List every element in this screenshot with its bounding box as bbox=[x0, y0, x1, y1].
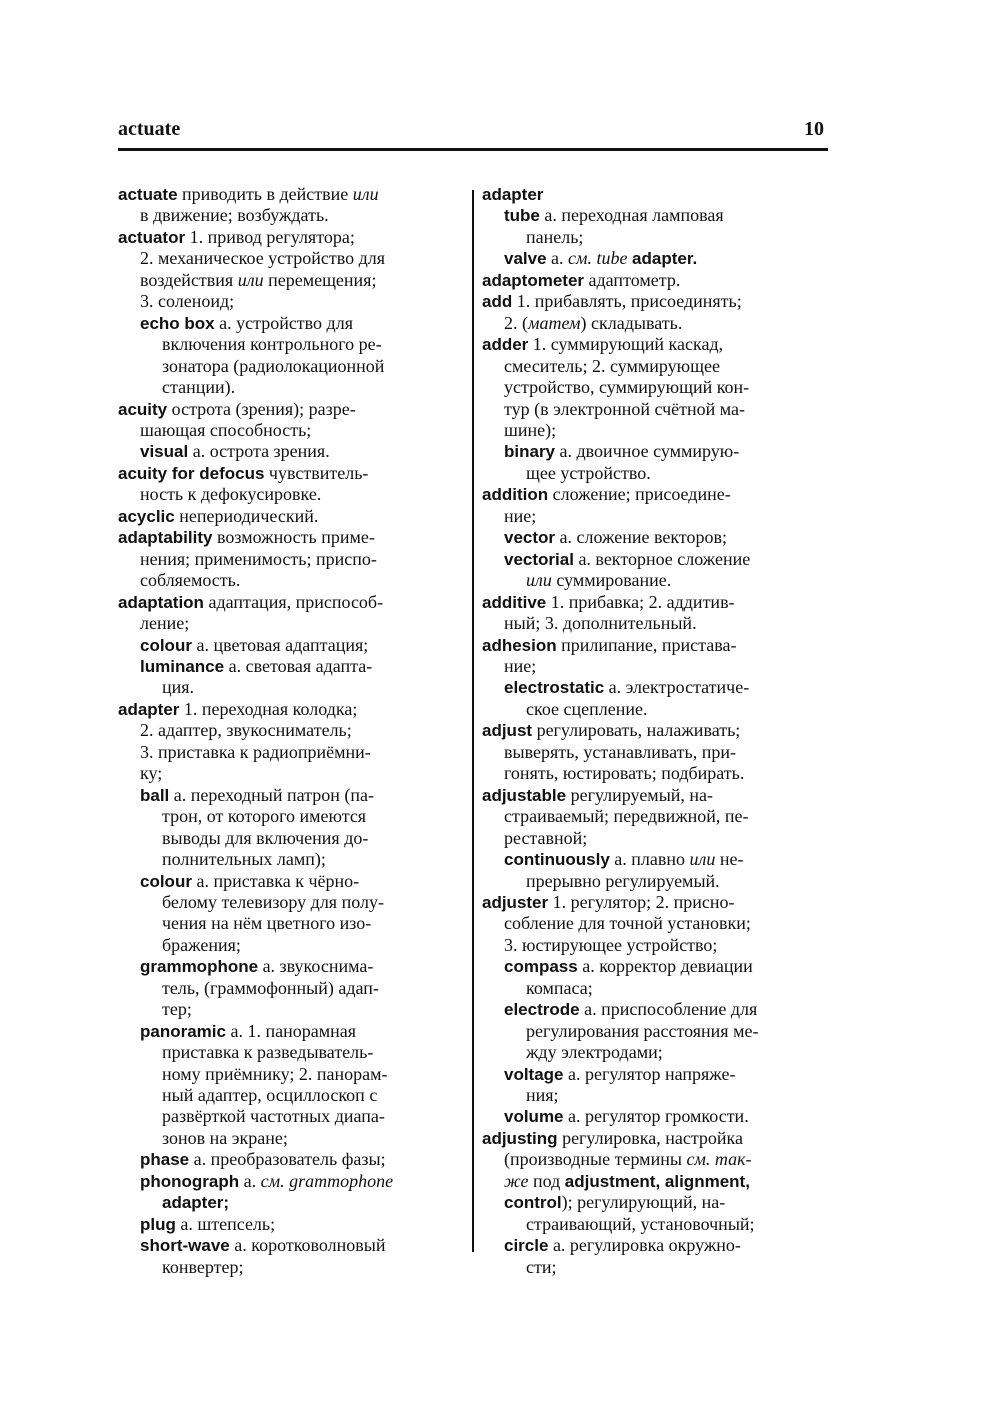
entry-continuation-line bbox=[118, 356, 466, 377]
italic-note: или bbox=[689, 849, 716, 870]
definition-text: собление для точной установки; bbox=[504, 913, 751, 934]
entry-continuation-line bbox=[482, 1171, 830, 1192]
definition-text: реставной; bbox=[504, 827, 588, 848]
definition-text: развёрткой частотных диапа- bbox=[162, 1106, 385, 1127]
definition-text: трон, от которого имеются bbox=[162, 806, 367, 827]
entry-continuation-line bbox=[118, 248, 466, 269]
entry-continuation-line bbox=[482, 227, 830, 248]
definition-text: 2. ( bbox=[504, 312, 528, 333]
headword: actuator bbox=[118, 227, 186, 247]
entry-continuation-line bbox=[482, 656, 830, 677]
entry-continuation-line bbox=[118, 1214, 466, 1235]
definition-text: страиваемый; передвижной, пе- bbox=[504, 806, 749, 827]
definition-text: выверять, устанавливать, при- bbox=[504, 741, 737, 762]
italic-note: grammophone bbox=[289, 1170, 394, 1191]
definition-text: прилипание, пристава- bbox=[556, 634, 737, 655]
definition-text: прерывно регулируемый. bbox=[526, 870, 720, 891]
definition-text: шине); bbox=[504, 419, 557, 440]
headword: electrode bbox=[504, 1000, 580, 1020]
definition-text: жду электродами; bbox=[526, 1042, 663, 1063]
entry-continuation-line bbox=[482, 871, 830, 892]
entry-line bbox=[118, 506, 466, 527]
entry-continuation-line bbox=[482, 377, 830, 398]
entry-continuation-line bbox=[482, 313, 830, 334]
definition-text: гонять, юстировать; подбирать. bbox=[504, 763, 745, 784]
headword: additive bbox=[482, 592, 547, 612]
entry-line bbox=[482, 635, 830, 656]
entry-continuation-line bbox=[482, 978, 830, 999]
headword: continuously bbox=[504, 850, 610, 870]
entry-continuation-line bbox=[118, 484, 466, 505]
definition-text: адаптометр. bbox=[584, 269, 681, 290]
definition-text: регулируемый, на- bbox=[566, 784, 714, 805]
headword: adapter. bbox=[632, 249, 698, 269]
italic-note: или bbox=[352, 184, 379, 204]
left-column bbox=[118, 184, 466, 1278]
definition-text: в движение; возбуждать. bbox=[140, 205, 329, 226]
headword: control bbox=[504, 1193, 562, 1213]
definition-text: чения на нём цветного изо- bbox=[162, 913, 372, 934]
headword: valve bbox=[504, 249, 547, 269]
definition-text: a. векторное сложение bbox=[573, 548, 751, 569]
headword: vectorial bbox=[504, 549, 574, 569]
definition-text: бражения; bbox=[162, 934, 241, 955]
entry-continuation-line bbox=[118, 806, 466, 827]
entry-continuation-line bbox=[118, 892, 466, 913]
definition-text: регулировка, настройка bbox=[557, 1127, 744, 1148]
headword: colour bbox=[140, 635, 192, 655]
entry-continuation-line bbox=[118, 742, 466, 763]
definition-text: сложение; присоедине- bbox=[548, 484, 731, 505]
definition-text: 1. переходная колодка; bbox=[179, 698, 358, 719]
entry-continuation-line bbox=[118, 1064, 466, 1085]
entry-continuation-line bbox=[482, 1042, 830, 1063]
headword: adjuster bbox=[482, 892, 549, 912]
definition-text: 3. юстирующее устройство; bbox=[504, 934, 718, 955]
entry-continuation-line bbox=[118, 377, 466, 398]
entry-continuation-line bbox=[118, 1235, 466, 1256]
definition-text: тур (в электронной счётной ма- bbox=[504, 398, 746, 419]
entry-continuation-line bbox=[482, 248, 830, 269]
definition-text: (производные термины bbox=[504, 1149, 687, 1170]
entry-continuation-line bbox=[482, 549, 830, 570]
definition-text: станции). bbox=[162, 377, 236, 398]
page-number: 10 bbox=[804, 118, 824, 140]
entry-continuation-line bbox=[118, 1085, 466, 1106]
definition-text: a. регулятор напряже- bbox=[563, 1063, 736, 1084]
definition-text: ный; 3. дополнительный. bbox=[504, 613, 697, 634]
headword: phase bbox=[140, 1150, 190, 1170]
headword: adaptability bbox=[118, 528, 213, 548]
definition-text: тер; bbox=[162, 999, 192, 1020]
definition-text: a. bbox=[239, 1170, 261, 1191]
headword: add bbox=[482, 292, 513, 312]
entry-line bbox=[482, 184, 830, 205]
headword: adaptometer bbox=[482, 270, 585, 290]
definition-text: ние; bbox=[504, 505, 537, 526]
italic-note: см. bbox=[568, 248, 593, 269]
definition-text: a. звукоснима- bbox=[258, 956, 374, 977]
italic-note: же bbox=[504, 1170, 529, 1191]
headword: acyclic bbox=[118, 506, 175, 526]
entry-continuation-line bbox=[482, 1064, 830, 1085]
entry-continuation-line bbox=[118, 441, 466, 462]
entry-continuation-line bbox=[482, 463, 830, 484]
definition-text: 1. регулятор; 2. присно- bbox=[548, 891, 735, 912]
definition-text: острота (зрения); разре- bbox=[167, 398, 356, 419]
entry-continuation-line bbox=[482, 506, 830, 527]
definition-text: выводы для включения до- bbox=[162, 827, 369, 848]
entry-continuation-line bbox=[482, 956, 830, 977]
entry-continuation-line bbox=[118, 313, 466, 334]
entry-continuation-line bbox=[482, 420, 830, 441]
definition-text: a. преобразователь фазы; bbox=[189, 1149, 386, 1170]
entry-continuation-line bbox=[482, 1106, 830, 1127]
entry-continuation-line bbox=[118, 999, 466, 1020]
headword: actuate bbox=[118, 185, 178, 204]
entry-continuation-line bbox=[482, 828, 830, 849]
entry-continuation-line bbox=[482, 763, 830, 784]
definition-text: 1. суммирующий каскад, bbox=[528, 334, 724, 355]
entry-line bbox=[118, 227, 466, 248]
definition-text: a. bbox=[546, 248, 569, 269]
entry-continuation-line bbox=[482, 1214, 830, 1235]
entry-continuation-line bbox=[482, 742, 830, 763]
definition-text: регулирования расстояния ме- bbox=[526, 1020, 759, 1041]
entry-continuation-line bbox=[482, 806, 830, 827]
header-rule bbox=[118, 148, 828, 151]
entry-continuation-line bbox=[118, 828, 466, 849]
right-column bbox=[482, 184, 830, 1278]
entry-continuation-line bbox=[118, 1192, 466, 1213]
entry-continuation-line bbox=[118, 978, 466, 999]
definition-text: ность к дефокусировке. bbox=[140, 484, 322, 505]
entry-continuation-line bbox=[482, 441, 830, 462]
entry-line bbox=[118, 699, 466, 720]
entry-continuation-line bbox=[118, 1128, 466, 1149]
entry-line bbox=[482, 592, 830, 613]
definition-text: щее устройство. bbox=[526, 462, 651, 483]
definition-text: a. приставка к чёрно- bbox=[191, 870, 360, 891]
headword: vector bbox=[504, 528, 556, 548]
headword: short-wave bbox=[140, 1236, 230, 1256]
entry-continuation-line bbox=[118, 785, 466, 806]
headword: grammophone bbox=[140, 957, 259, 977]
headword: compass bbox=[504, 957, 578, 977]
definition-text: устройство, суммирующий кон- bbox=[504, 377, 750, 398]
definition-text: a. сложение векторов; bbox=[555, 527, 728, 548]
definition-text: 2. адаптер, звукосниматель; bbox=[140, 720, 352, 741]
headword: adjustable bbox=[482, 785, 567, 805]
headword: echo box bbox=[140, 313, 215, 333]
definition-text: нения; применимость; приспо- bbox=[140, 548, 377, 569]
entry-line bbox=[482, 291, 830, 312]
entry-line bbox=[118, 184, 466, 205]
definition-text: 3. приставка к радиоприёмни- bbox=[140, 741, 371, 762]
definition-text: регулировать, налаживать; bbox=[532, 720, 741, 741]
definition-text: под bbox=[528, 1170, 565, 1191]
entry-continuation-line bbox=[482, 999, 830, 1020]
definition-text: шающая способность; bbox=[140, 419, 312, 440]
entry-continuation-line bbox=[118, 935, 466, 956]
entry-continuation-line bbox=[482, 613, 830, 634]
definition-text: a. световая адапта- bbox=[224, 655, 373, 676]
definition-text: ) складывать. bbox=[580, 312, 683, 333]
entry-continuation-line bbox=[482, 913, 830, 934]
headword: colour bbox=[140, 871, 192, 891]
definition-text: a. устройство для bbox=[214, 312, 353, 333]
entry-continuation-line bbox=[482, 356, 830, 377]
definition-text: 1. привод регулятора; bbox=[185, 226, 355, 247]
definition-text: непериодический. bbox=[174, 505, 319, 526]
entry-continuation-line bbox=[118, 849, 466, 870]
definition-text: смеситель; 2. суммирующее bbox=[504, 355, 720, 376]
running-head: actuate bbox=[118, 118, 181, 140]
headword: adjust bbox=[482, 721, 533, 741]
entry-continuation-line bbox=[118, 656, 466, 677]
entry-continuation-line bbox=[118, 1106, 466, 1127]
definition-text: 1. прибавлять, присоединять; bbox=[512, 291, 742, 312]
italic-note: или bbox=[237, 269, 264, 290]
entry-continuation-line bbox=[482, 205, 830, 226]
definition-text: воздействия bbox=[140, 269, 238, 290]
entry-continuation-line bbox=[482, 1257, 830, 1278]
headword: adapter bbox=[118, 699, 180, 719]
headword: voltage bbox=[504, 1064, 564, 1084]
definition-text: ния; bbox=[526, 1085, 559, 1106]
entry-continuation-line bbox=[118, 1149, 466, 1170]
definition-text: не- bbox=[715, 849, 744, 870]
headword: volume bbox=[504, 1107, 564, 1127]
definition-text: a. острота зрения. bbox=[188, 441, 330, 462]
definition-text: собляемость. bbox=[140, 570, 241, 591]
definition-text: конвертер; bbox=[162, 1256, 244, 1277]
headword: panoramic bbox=[140, 1021, 226, 1041]
entry-continuation-line bbox=[118, 420, 466, 441]
definition-text: панель; bbox=[526, 226, 584, 247]
entry-continuation-line bbox=[482, 677, 830, 698]
definition-text: a. корректор девиации bbox=[577, 956, 753, 977]
definition-text: ный адаптер, осциллоскоп с bbox=[162, 1085, 378, 1106]
headword: ball bbox=[140, 785, 170, 805]
entry-continuation-line bbox=[482, 935, 830, 956]
definition-text: a. приспособление для bbox=[579, 999, 758, 1020]
definition-text: возможность приме- bbox=[212, 527, 375, 548]
entry-continuation-line bbox=[118, 913, 466, 934]
entry-line bbox=[482, 1128, 830, 1149]
definition-text: тель, (граммофонный) адап- bbox=[162, 977, 379, 998]
definition-text: компаса; bbox=[526, 977, 593, 998]
definition-text: ); регулирующий, на- bbox=[561, 1192, 726, 1213]
definition-text: a. электростатиче- bbox=[604, 677, 750, 698]
entry-continuation-line bbox=[118, 871, 466, 892]
definition-text: ление; bbox=[140, 613, 190, 634]
entry-continuation-line bbox=[118, 613, 466, 634]
entry-continuation-line bbox=[118, 570, 466, 591]
entry-continuation-line bbox=[482, 1192, 830, 1213]
definition-text: приводить в действие bbox=[177, 184, 353, 204]
entry-continuation-line bbox=[118, 291, 466, 312]
definition-text: a. регулировка окружно- bbox=[548, 1235, 741, 1256]
entry-continuation-line bbox=[482, 1235, 830, 1256]
definition-text: ному приёмнику; 2. панорам- bbox=[162, 1063, 388, 1084]
headword: electrostatic bbox=[504, 678, 605, 698]
italic-note: см. так- bbox=[686, 1149, 752, 1170]
definition-text: a. плавно bbox=[609, 849, 690, 870]
headword: luminance bbox=[140, 656, 225, 676]
definition-text: зонов на экране; bbox=[162, 1127, 288, 1148]
entry-line bbox=[118, 527, 466, 548]
entry-continuation-line bbox=[482, 699, 830, 720]
definition-text: a. коротковолновый bbox=[229, 1235, 386, 1256]
definition-text: 1. прибавка; 2. аддитив- bbox=[546, 591, 735, 612]
italic-note: tube bbox=[596, 248, 628, 269]
definition-text: a. регулятор громкости. bbox=[563, 1106, 749, 1127]
definition-text: полнительных ламп); bbox=[162, 849, 326, 870]
italic-note: см. bbox=[260, 1170, 285, 1191]
entry-continuation-line bbox=[482, 849, 830, 870]
entry-continuation-line bbox=[118, 205, 466, 226]
entry-continuation-line bbox=[118, 334, 466, 355]
entry-continuation-line bbox=[482, 527, 830, 548]
definition-text: ское сцепление. bbox=[526, 698, 648, 719]
definition-text: включения контрольного ре- bbox=[162, 334, 382, 355]
column-divider bbox=[472, 190, 474, 1252]
headword: adapter bbox=[482, 185, 544, 204]
definition-text: a. двоичное суммирую- bbox=[555, 441, 740, 462]
definition-text: ку; bbox=[140, 763, 163, 784]
definition-text: сти; bbox=[526, 1256, 557, 1277]
headword: adhesion bbox=[482, 635, 557, 655]
entry-continuation-line bbox=[118, 1257, 466, 1278]
definition-text: 2. механическое устройство для bbox=[140, 248, 386, 269]
definition-text: a. переходная ламповая bbox=[539, 205, 724, 226]
headword: adapter; bbox=[162, 1193, 230, 1213]
entry-line bbox=[118, 399, 466, 420]
entry-line bbox=[118, 592, 466, 613]
definition-text: ние; bbox=[504, 655, 537, 676]
definition-text: a. 1. панорамная bbox=[225, 1020, 357, 1041]
definition-text: страивающий, установочный; bbox=[526, 1213, 755, 1234]
entry-continuation-line bbox=[482, 1149, 830, 1170]
entry-continuation-line bbox=[482, 399, 830, 420]
headword: phonograph bbox=[140, 1171, 240, 1191]
definition-text: a. переходный патрон (па- bbox=[169, 784, 374, 805]
entry-line bbox=[482, 484, 830, 505]
headword: tube bbox=[504, 206, 540, 226]
headword: circle bbox=[504, 1236, 549, 1256]
headword: adaptation bbox=[118, 592, 204, 612]
entry-continuation-line bbox=[118, 956, 466, 977]
definition-text: белому телевизору для полу- bbox=[162, 891, 384, 912]
italic-note: матем bbox=[528, 312, 581, 333]
entry-continuation-line bbox=[118, 763, 466, 784]
entry-continuation-line bbox=[482, 1021, 830, 1042]
headword: acuity for defocus bbox=[118, 463, 265, 483]
entry-continuation-line bbox=[482, 1085, 830, 1106]
entry-continuation-line bbox=[118, 677, 466, 698]
italic-note: или bbox=[526, 570, 552, 591]
entry-continuation-line bbox=[118, 1021, 466, 1042]
entry-continuation-line bbox=[118, 270, 466, 291]
definition-text: суммирование. bbox=[551, 570, 672, 591]
entry-continuation-line bbox=[118, 635, 466, 656]
definition-text: зонатора (радиолокационной bbox=[162, 355, 385, 376]
entry-continuation-line bbox=[482, 570, 830, 591]
definition-text: адаптация, приспособ- bbox=[203, 591, 384, 612]
headword: plug bbox=[140, 1214, 176, 1234]
entry-continuation-line bbox=[118, 549, 466, 570]
headword: adjusting bbox=[482, 1128, 558, 1148]
entry-line bbox=[482, 720, 830, 741]
entry-line bbox=[118, 463, 466, 484]
headword: addition bbox=[482, 485, 549, 505]
definition-text: 3. соленоид; bbox=[140, 291, 235, 312]
headword: adjustment, alignment, bbox=[564, 1171, 750, 1191]
definition-text: a. штепсель; bbox=[175, 1213, 276, 1234]
headword: visual bbox=[140, 442, 189, 462]
entry-line bbox=[482, 892, 830, 913]
definition-text: a. цветовая адаптация; bbox=[191, 634, 369, 655]
entry-continuation-line bbox=[118, 720, 466, 741]
entry-line bbox=[482, 270, 830, 291]
definition-text: приставка к разведыватель- bbox=[162, 1042, 374, 1063]
headword: adder bbox=[482, 335, 529, 355]
entry-continuation-line bbox=[118, 1171, 466, 1192]
definition-text: перемещения; bbox=[263, 269, 377, 290]
entry-continuation-line bbox=[118, 1042, 466, 1063]
headword: acuity bbox=[118, 399, 168, 419]
entry-line bbox=[482, 785, 830, 806]
definition-text: чувствитель- bbox=[264, 462, 369, 483]
headword: binary bbox=[504, 442, 556, 462]
definition-text: ция. bbox=[162, 677, 195, 698]
entry-line bbox=[482, 334, 830, 355]
